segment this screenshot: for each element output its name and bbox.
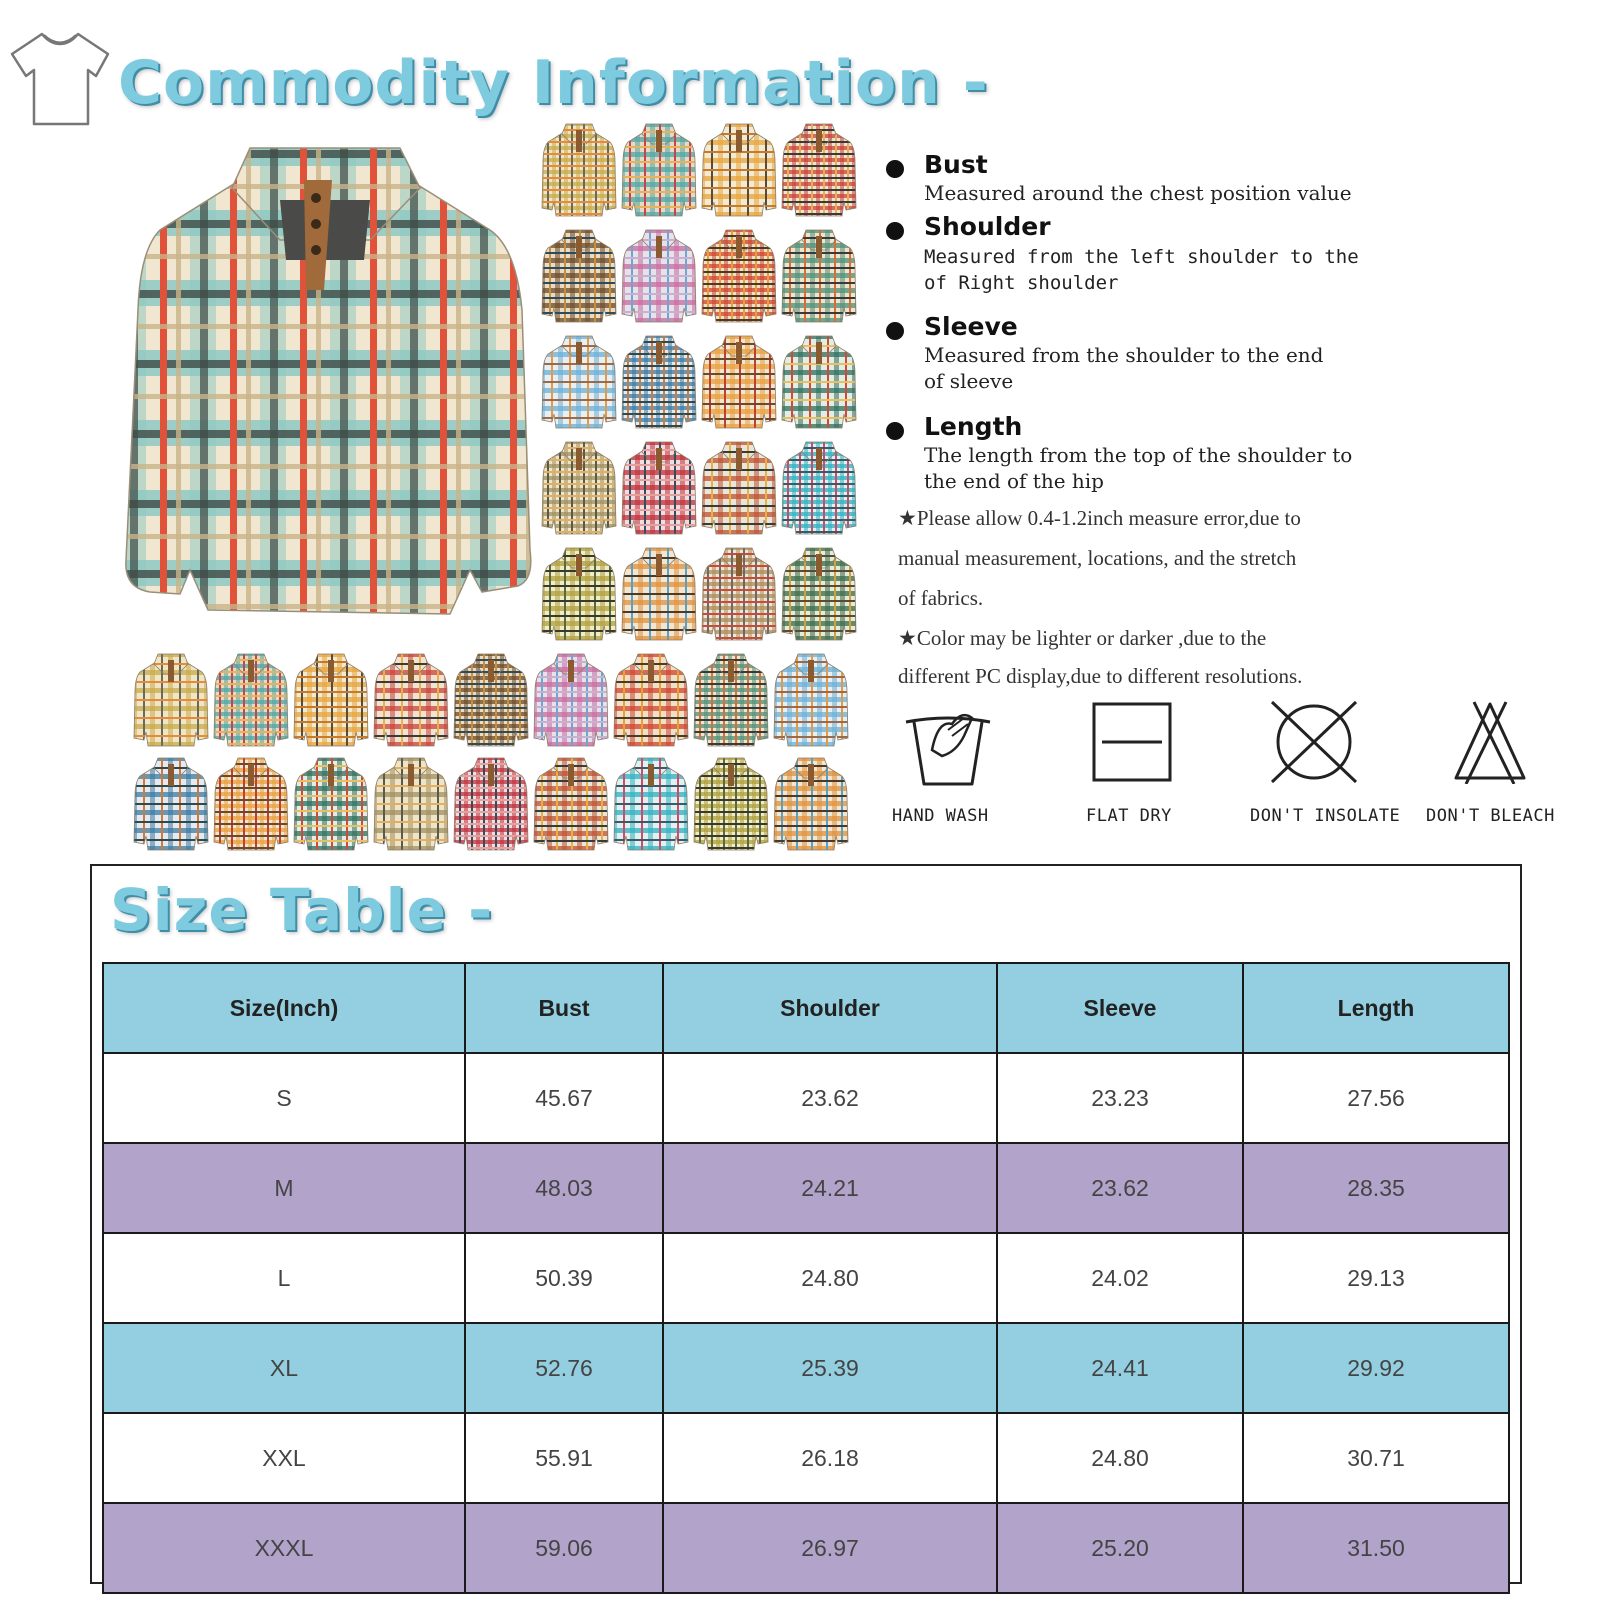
plaid-shirt-thumbnail <box>772 756 850 852</box>
plaid-shirt-thumbnail <box>620 334 698 430</box>
bullet-icon <box>886 160 904 178</box>
commodity-information-title: Commodity Information - <box>118 48 989 118</box>
table-row: XL 52.76 25.39 24.41 29.92 <box>103 1323 1509 1413</box>
note-line: of fabrics. <box>898 586 984 610</box>
column-header-sleeve: Sleeve <box>997 963 1243 1053</box>
note-color-variance: ★Color may be lighter or darker ,due to the <box>898 626 1267 650</box>
size-table <box>102 962 1510 1594</box>
plaid-shirt-thumbnail <box>540 122 618 218</box>
plaid-shirt-thumbnail <box>692 652 770 748</box>
plaid-shirt-thumbnail <box>780 122 858 218</box>
plaid-shirt-thumbnail <box>452 756 530 852</box>
column-header-size: Size(Inch) <box>103 963 465 1053</box>
plaid-shirt-thumbnail <box>620 228 698 324</box>
plaid-shirt-thumbnail <box>700 228 778 324</box>
note-line: different PC display,due to different resolutions. <box>898 664 1303 688</box>
plaid-shirt-thumbnail <box>780 440 858 536</box>
plaid-shirt-thumbnail <box>620 546 698 642</box>
plaid-shirt-thumbnail <box>540 546 618 642</box>
plaid-shirt-thumbnail <box>700 440 778 536</box>
plaid-shirt-thumbnail <box>700 546 778 642</box>
plaid-shirt-thumbnail <box>540 440 618 536</box>
flat-dry-icon <box>1090 700 1174 784</box>
plaid-shirt-thumbnail <box>372 756 450 852</box>
plaid-shirt-thumbnail <box>700 122 778 218</box>
plaid-shirt-thumbnail <box>132 652 210 748</box>
plaid-shirt-thumbnail <box>532 652 610 748</box>
plaid-shirt-thumbnail <box>292 652 370 748</box>
care-dont-insolate: DON'T INSOLATE <box>1268 700 1360 784</box>
column-header-bust: Bust <box>465 963 663 1053</box>
column-header-shoulder: Shoulder <box>663 963 997 1053</box>
column-header-length: Length <box>1243 963 1509 1053</box>
plaid-shirt-thumbnail <box>780 334 858 430</box>
plaid-shirt-thumbnail <box>132 756 210 852</box>
table-row: M 48.03 24.21 23.62 28.35 <box>103 1143 1509 1233</box>
plaid-shirt-thumbnail <box>540 228 618 324</box>
plaid-shirt-thumbnail <box>532 756 610 852</box>
hand-wash-icon <box>902 700 994 792</box>
plaid-shirt-thumbnail <box>292 756 370 852</box>
plaid-shirt-thumbnail <box>620 122 698 218</box>
plaid-shirt-thumbnail <box>212 756 290 852</box>
bullet-icon <box>886 222 904 240</box>
table-row: S 45.67 23.62 23.23 27.56 <box>103 1053 1509 1143</box>
plaid-shirt-thumbnail <box>372 652 450 748</box>
table-row: L 50.39 24.80 24.02 29.13 <box>103 1233 1509 1323</box>
plaid-shirt-thumbnail <box>780 228 858 324</box>
care-flat-dry: FLAT DRY <box>1090 700 1174 784</box>
table-row: XXL 55.91 26.18 24.80 30.71 <box>103 1413 1509 1503</box>
plaid-shirt-thumbnail <box>772 652 850 748</box>
table-row: XXXL 59.06 26.97 25.20 31.50 <box>103 1503 1509 1593</box>
note-line: manual measurement, locations, and the stretch <box>898 546 1297 570</box>
plaid-shirt-thumbnail <box>452 652 530 748</box>
plaid-shirt-thumbnail <box>780 546 858 642</box>
plaid-shirt-thumbnail <box>620 440 698 536</box>
dont-bleach-icon <box>1452 700 1528 784</box>
plaid-shirt-thumbnail <box>692 756 770 852</box>
plaid-shirt-thumbnail <box>612 756 690 852</box>
t-shirt-outline-icon <box>8 28 112 130</box>
care-hand-wash: HAND WASH <box>902 700 994 792</box>
plaid-shirt-thumbnail <box>212 652 290 748</box>
bullet-icon <box>886 322 904 340</box>
plaid-shirt-thumbnail <box>612 652 690 748</box>
care-dont-bleach: DON'T BLEACH <box>1452 700 1528 784</box>
size-table-header <box>103 963 1509 1053</box>
size-table-title: Size Table - <box>110 876 494 944</box>
bullet-icon <box>886 422 904 440</box>
note-measure-error: ★Please allow 0.4-1.2inch measure error,due to <box>898 506 1301 530</box>
hero-plaid-pullover-image <box>120 140 540 620</box>
plaid-shirt-thumbnail <box>540 334 618 430</box>
dont-insolate-icon <box>1268 700 1360 784</box>
plaid-shirt-thumbnail <box>700 334 778 430</box>
